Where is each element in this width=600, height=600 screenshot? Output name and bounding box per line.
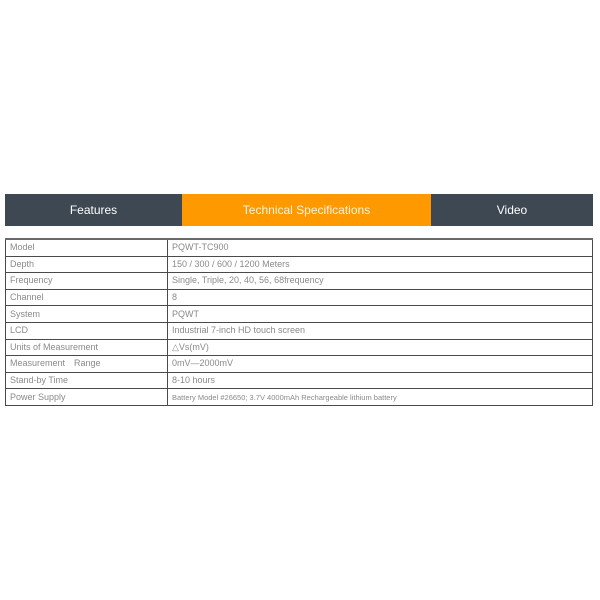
- spec-label: System: [6, 306, 168, 323]
- spec-label: Power Supply: [6, 389, 168, 406]
- spec-table: [5, 238, 593, 406]
- spec-label: Units of Measurement: [6, 339, 168, 356]
- table-row: [6, 273, 593, 290]
- spec-value: 150 / 300 / 600 / 1200 Meters: [168, 256, 593, 273]
- table-row: [6, 322, 593, 339]
- spec-value: 8-10 hours: [168, 372, 593, 389]
- spec-label: Depth: [6, 256, 168, 273]
- table-row: [6, 389, 593, 406]
- tab-features[interactable]: Features: [5, 194, 182, 226]
- table-row: [6, 306, 593, 323]
- spec-value: PQWT: [168, 306, 593, 323]
- table-row: [6, 372, 593, 389]
- tab-technical-specifications[interactable]: Technical Specifications: [182, 194, 431, 226]
- table-row: [6, 239, 593, 256]
- tab-video[interactable]: Video: [431, 194, 593, 226]
- spec-label: Model: [6, 239, 168, 256]
- table-row: [6, 289, 593, 306]
- spec-value: 0mV—2000mV: [168, 356, 593, 373]
- spec-value: Battery Model #26650; 3.7V 4000mAh Rechargeable lithium battery: [168, 389, 593, 406]
- spec-label: Frequency: [6, 273, 168, 290]
- spec-value: △Vs(mV): [168, 339, 593, 356]
- table-row: [6, 339, 593, 356]
- spec-label: Channel: [6, 289, 168, 306]
- spec-value: PQWT-TC900: [168, 239, 593, 256]
- table-row: [6, 356, 593, 373]
- table-row: [6, 256, 593, 273]
- spec-value: Single, Triple, 20, 40, 56, 68frequency: [168, 273, 593, 290]
- tab-bar: [5, 194, 593, 226]
- spec-value: 8: [168, 289, 593, 306]
- spec-label: Stand-by Time: [6, 372, 168, 389]
- spec-value: Industrial 7-inch HD touch screen: [168, 322, 593, 339]
- spec-label: Measurement Range: [6, 356, 168, 373]
- spec-label: LCD: [6, 322, 168, 339]
